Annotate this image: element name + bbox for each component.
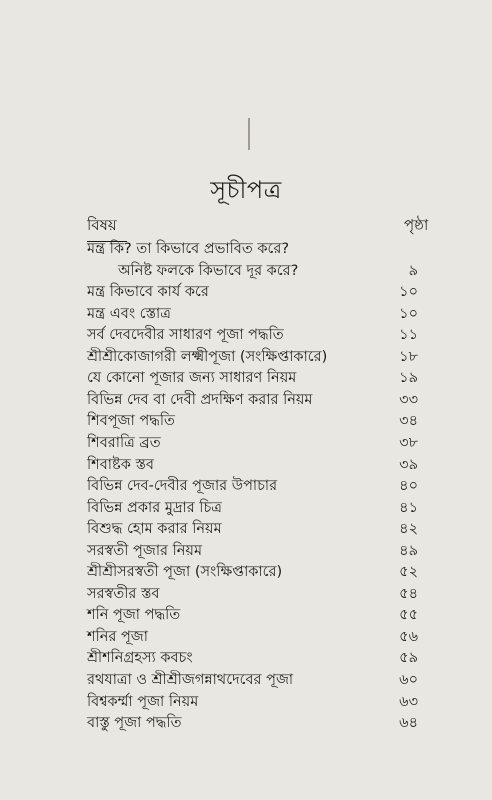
toc-entry — [0, 583, 492, 603]
toc-entry-page-number: ৩৩ — [399, 391, 418, 408]
toc-entry-title: সর্ব দেবদেবীর সাধারণ পূজা পদ্ধতি — [87, 327, 284, 344]
page-column-header: পৃষ্ঠা — [404, 216, 429, 234]
toc-entry-title: বিভিন্ন দেব বা দেবী প্রদক্ষিণ করার নিয়ম — [87, 391, 313, 408]
toc-entry — [0, 604, 492, 624]
page-fold-mark — [248, 118, 250, 150]
toc-entry-page-number: ৪১ — [399, 499, 418, 516]
toc-entry-page-number: ১৯ — [399, 370, 418, 387]
toc-entry — [0, 410, 492, 430]
toc-entry — [0, 712, 492, 732]
toc-entry — [0, 238, 492, 258]
toc-entry-title: মন্ত্র কি? তা কিভাবে প্রভাবিত করে? — [87, 241, 290, 257]
subject-column-header — [87, 214, 117, 239]
toc-entry-title: শিবাষ্টক স্তব — [87, 456, 154, 473]
toc-entry-page-number: ৪৯ — [399, 542, 418, 559]
toc-entry-title: রথযাত্রা ও শ্রীশ্রীজগন্নাথদেবের পূজা — [87, 672, 294, 688]
toc-entry-page-number: ৬৩ — [399, 693, 418, 710]
toc-entry-page-number: ১০ — [399, 284, 418, 301]
toc-entry — [0, 346, 492, 366]
toc-entry-page-number: ৫২ — [399, 564, 418, 581]
toc-entry — [0, 454, 492, 474]
toc-entry-page-number: ১১ — [399, 327, 418, 344]
toc-entry — [0, 540, 492, 560]
toc-entry-title: শনি পূজা পদ্ধতি — [87, 607, 181, 624]
toc-entry — [0, 389, 492, 409]
toc-entry-page-number: ৪০ — [399, 478, 418, 495]
toc-entry — [0, 647, 492, 667]
toc-entry-title: শ্রীশনিগ্রহস্য কবচং — [87, 650, 193, 667]
toc-entry-page-number: ১০ — [399, 305, 418, 322]
toc-entry-page-number: ৩৯ — [399, 456, 418, 473]
toc-entry-page-number: ৬০ — [399, 672, 418, 688]
toc-entry-page-number: ১৮ — [399, 348, 418, 365]
toc-entry — [0, 561, 492, 581]
toc-entry — [0, 432, 492, 452]
toc-entry — [0, 324, 492, 344]
toc-entry-title: অনিষ্ট ফলকে কিভাবে দূর করে? — [118, 262, 299, 279]
toc-entry-title: শনির পূজা — [87, 628, 148, 645]
toc-entry-title: শ্রীশ্রীকোজাগরী লক্ষ্মীপূজা (সংক্ষিপ্তাকারে) — [87, 348, 328, 365]
toc-entry-page-number: ৩৮ — [399, 434, 418, 451]
toc-entry-title: সরস্বতী পূজার নিয়ম — [87, 542, 203, 559]
toc-entry — [0, 518, 492, 538]
toc-entry — [0, 497, 492, 517]
toc-entry — [0, 303, 492, 323]
toc-entry — [0, 626, 492, 646]
toc-entry-title: সরস্বতীর স্তব — [87, 585, 160, 602]
toc-entry-page-number: ৫৯ — [399, 650, 418, 667]
toc-entry-title: শিবরাত্রি ব্রত — [87, 434, 161, 451]
toc-entry-title: শিবপূজা পদ্ধতি — [87, 413, 175, 430]
toc-entry-title: বিশুদ্ধ হোম করার নিয়ম — [87, 521, 222, 538]
toc-entry-title: বিশ্বকর্ম্মা পূজা নিয়ম — [87, 693, 199, 710]
toc-entry-page-number: ৯ — [408, 262, 418, 279]
toc-entry-title: মন্ত্র কিভাবে কার্য করে — [87, 284, 209, 301]
toc-entry-title: মন্ত্র এবং স্তোত্র — [87, 305, 171, 322]
toc-entry-page-number: ৩৪ — [399, 413, 418, 430]
toc-entry — [0, 281, 492, 301]
toc-entry — [0, 260, 492, 280]
toc-entry — [0, 691, 492, 711]
toc-entry — [0, 475, 492, 495]
toc-entry — [0, 669, 492, 689]
toc-entry-title: যে কোনো পূজার জন্য সাধারণ নিয়ম — [87, 370, 297, 387]
toc-entry-title: শ্রীশ্রীসরস্বতী পূজা (সংক্ষিপ্তাকারে) — [87, 564, 283, 581]
toc-entry-title: বাস্তু পূজা পদ্ধতি — [87, 715, 182, 732]
toc-entry-page-number: ৪২ — [399, 521, 418, 538]
toc-entry-title: বিভিন্ন প্রকার মুদ্রার চিত্র — [87, 499, 222, 516]
toc-entry-page-number: ৬৪ — [399, 715, 418, 732]
toc-entry-page-number: ৫৫ — [399, 607, 418, 624]
toc-entry — [0, 367, 492, 387]
page-title: সূচীপত্র — [210, 176, 282, 204]
toc-entry-title: বিভিন্ন দেব-দেবীর পূজার উপাচার — [87, 478, 278, 495]
toc-entry-page-number: ৫৪ — [399, 585, 418, 602]
toc-entry-page-number: ৫৬ — [399, 628, 418, 645]
subject-header-label: বিষয় — [87, 216, 117, 234]
